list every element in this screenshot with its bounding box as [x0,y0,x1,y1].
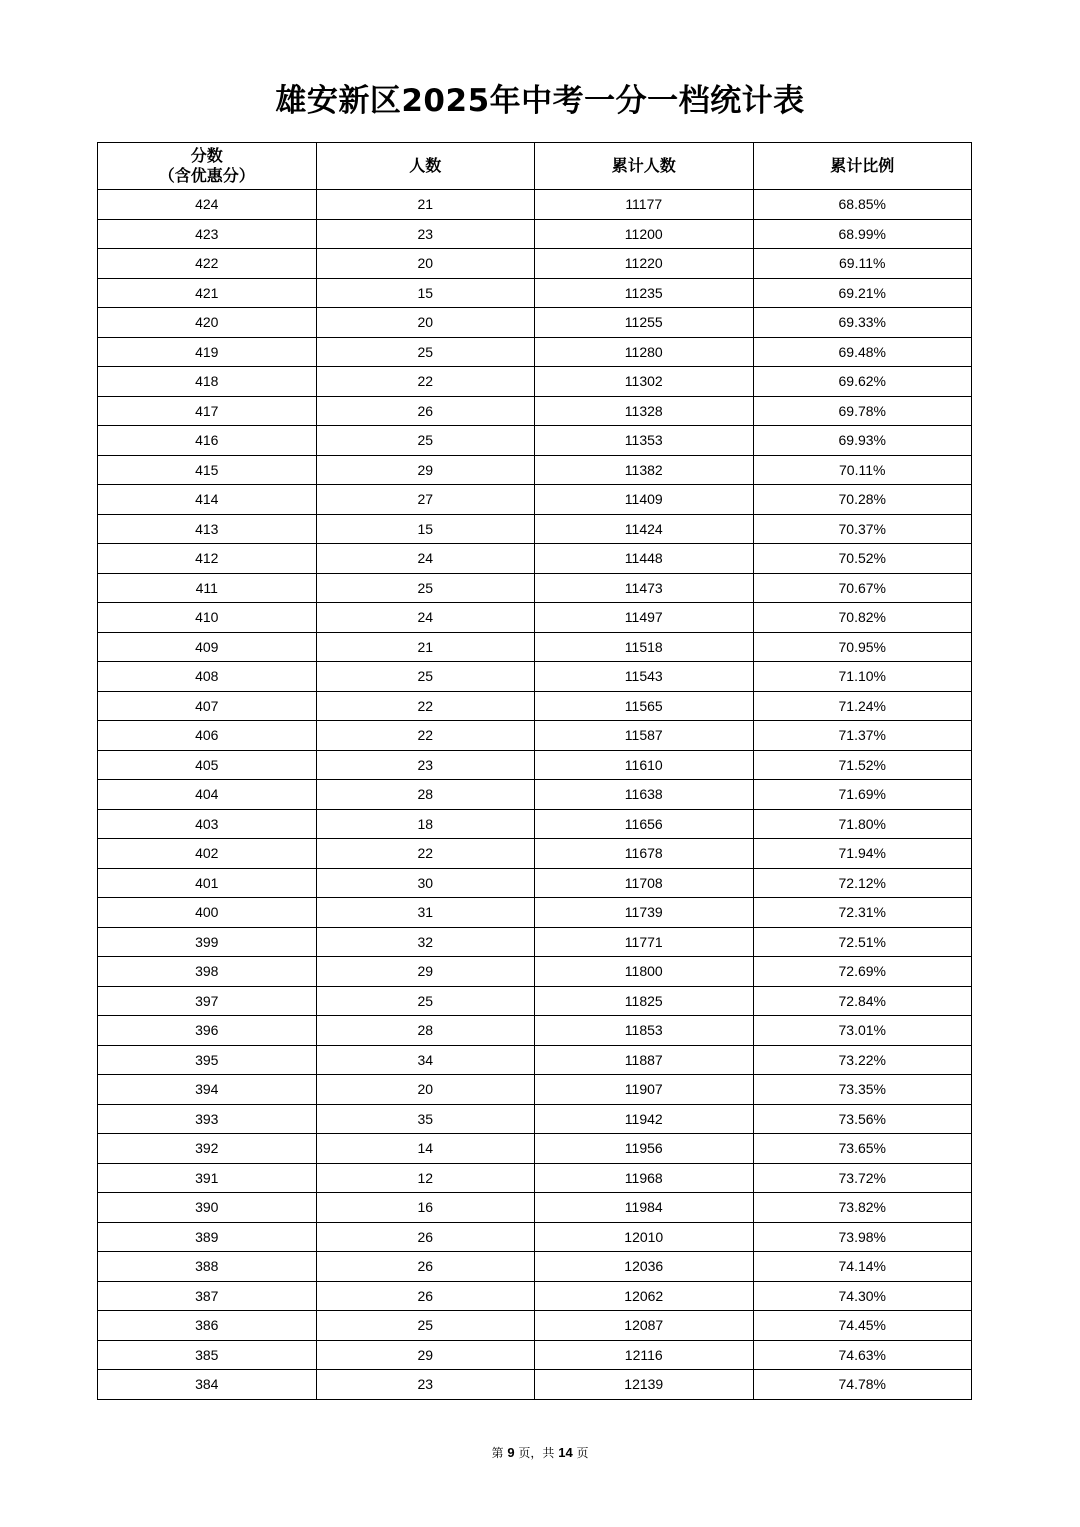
cell-cumulative-ratio: 69.33% [753,308,972,338]
header-score [98,143,317,190]
cell-count: 15 [316,278,535,308]
cell-count: 26 [316,396,535,426]
cell-cumulative-count: 11984 [535,1193,754,1223]
cell-score: 410 [98,603,317,633]
table-row [98,1104,972,1134]
table-row [98,308,972,338]
cell-count: 34 [316,1045,535,1075]
cell-cumulative-count: 12116 [535,1340,754,1370]
table-row [98,750,972,780]
cell-score: 406 [98,721,317,751]
table-row [98,898,972,928]
cell-cumulative-count: 11587 [535,721,754,751]
cell-cumulative-ratio: 72.69% [753,957,972,987]
cell-cumulative-count: 11942 [535,1104,754,1134]
cell-cumulative-count: 11678 [535,839,754,869]
cell-score: 399 [98,927,317,957]
cell-count: 22 [316,839,535,869]
cell-count: 25 [316,986,535,1016]
cell-score: 385 [98,1340,317,1370]
cell-cumulative-count: 11497 [535,603,754,633]
cell-count: 32 [316,927,535,957]
cell-cumulative-count: 12087 [535,1311,754,1341]
cell-score: 384 [98,1370,317,1400]
header-cumulative-count: 累计人数 [535,143,754,190]
cell-cumulative-count: 12062 [535,1281,754,1311]
table-row [98,337,972,367]
cell-count: 35 [316,1104,535,1134]
table-row [98,809,972,839]
cell-count: 27 [316,485,535,515]
table-row [98,190,972,220]
table-row [98,249,972,279]
footer-middle: 页，共 [518,1446,555,1460]
cell-cumulative-ratio: 73.35% [753,1075,972,1105]
cell-cumulative-count: 12139 [535,1370,754,1400]
cell-score: 424 [98,190,317,220]
cell-count: 26 [316,1252,535,1282]
table-row [98,1075,972,1105]
cell-cumulative-ratio: 70.11% [753,455,972,485]
table-row [98,544,972,574]
table-row [98,1340,972,1370]
cell-cumulative-ratio: 71.69% [753,780,972,810]
cell-count: 25 [316,573,535,603]
cell-cumulative-count: 11473 [535,573,754,603]
cell-count: 29 [316,1340,535,1370]
cell-cumulative-ratio: 68.99% [753,219,972,249]
cell-cumulative-count: 11177 [535,190,754,220]
cell-cumulative-count: 11638 [535,780,754,810]
cell-cumulative-count: 11956 [535,1134,754,1164]
cell-count: 12 [316,1163,535,1193]
cell-score: 403 [98,809,317,839]
cell-cumulative-ratio: 74.45% [753,1311,972,1341]
cell-cumulative-ratio: 70.37% [753,514,972,544]
cell-cumulative-ratio: 69.21% [753,278,972,308]
cell-count: 24 [316,603,535,633]
cell-cumulative-count: 11853 [535,1016,754,1046]
cell-count: 26 [316,1281,535,1311]
cell-count: 18 [316,809,535,839]
cell-cumulative-ratio: 73.56% [753,1104,972,1134]
cell-score: 415 [98,455,317,485]
cell-score: 402 [98,839,317,869]
cell-score: 400 [98,898,317,928]
cell-cumulative-count: 11656 [535,809,754,839]
cell-count: 24 [316,544,535,574]
cell-count: 31 [316,898,535,928]
table-row [98,1311,972,1341]
cell-score: 398 [98,957,317,987]
cell-cumulative-count: 11255 [535,308,754,338]
cell-cumulative-count: 11565 [535,691,754,721]
cell-score: 418 [98,367,317,397]
table-row [98,691,972,721]
cell-cumulative-count: 11302 [535,367,754,397]
header-score-line2: （含优惠分） [158,166,255,185]
cell-cumulative-ratio: 73.22% [753,1045,972,1075]
cell-count: 20 [316,308,535,338]
cell-count: 21 [316,190,535,220]
cell-cumulative-count: 11382 [535,455,754,485]
cell-count: 20 [316,1075,535,1105]
cell-score: 397 [98,986,317,1016]
cell-count: 20 [316,249,535,279]
cell-cumulative-count: 11771 [535,927,754,957]
cell-count: 22 [316,367,535,397]
cell-cumulative-count: 11708 [535,868,754,898]
table-row [98,662,972,692]
cell-score: 414 [98,485,317,515]
cell-cumulative-ratio: 69.11% [753,249,972,279]
cell-score: 389 [98,1222,317,1252]
cell-cumulative-ratio: 74.30% [753,1281,972,1311]
cell-score: 407 [98,691,317,721]
table-row [98,455,972,485]
cell-cumulative-count: 11220 [535,249,754,279]
table-row [98,278,972,308]
cell-count: 23 [316,219,535,249]
cell-score: 405 [98,750,317,780]
cell-count: 28 [316,780,535,810]
cell-cumulative-count: 11280 [535,337,754,367]
cell-score: 396 [98,1016,317,1046]
cell-score: 420 [98,308,317,338]
table-row [98,927,972,957]
cell-cumulative-ratio: 71.10% [753,662,972,692]
table-row [98,1222,972,1252]
table-row [98,1370,972,1400]
cell-score: 411 [98,573,317,603]
cell-cumulative-count: 11887 [535,1045,754,1075]
cell-cumulative-count: 11907 [535,1075,754,1105]
table-row [98,868,972,898]
footer-total-pages: 14 [558,1445,573,1460]
cell-cumulative-ratio: 74.63% [753,1340,972,1370]
cell-score: 422 [98,249,317,279]
cell-cumulative-ratio: 73.82% [753,1193,972,1223]
cell-score: 394 [98,1075,317,1105]
cell-score: 387 [98,1281,317,1311]
cell-cumulative-count: 12036 [535,1252,754,1282]
header-score-line1: 分数 [190,146,223,165]
cell-cumulative-ratio: 69.62% [753,367,972,397]
page-title: 雄安新区2025年中考一分一档统计表 [275,83,805,119]
cell-score: 391 [98,1163,317,1193]
cell-cumulative-ratio: 73.65% [753,1134,972,1164]
cell-count: 14 [316,1134,535,1164]
cell-count: 22 [316,691,535,721]
cell-cumulative-count: 11200 [535,219,754,249]
cell-count: 25 [316,662,535,692]
footer-suffix: 页 [576,1446,589,1460]
cell-cumulative-count: 11739 [535,898,754,928]
table-body [98,190,972,1400]
footer-page-number: 9 [507,1445,515,1460]
table-row [98,632,972,662]
cell-cumulative-ratio: 69.93% [753,426,972,456]
cell-cumulative-ratio: 73.01% [753,1016,972,1046]
cell-cumulative-count: 11825 [535,986,754,1016]
cell-count: 30 [316,868,535,898]
table-row [98,957,972,987]
table-row [98,603,972,633]
footer-prefix: 第 [491,1446,504,1460]
table-row [98,1016,972,1046]
cell-count: 23 [316,1370,535,1400]
cell-score: 408 [98,662,317,692]
cell-cumulative-count: 11543 [535,662,754,692]
cell-cumulative-ratio: 69.78% [753,396,972,426]
cell-score: 416 [98,426,317,456]
cell-cumulative-ratio: 74.78% [753,1370,972,1400]
table-row [98,1193,972,1223]
cell-cumulative-count: 11424 [535,514,754,544]
cell-score: 401 [98,868,317,898]
cell-score: 392 [98,1134,317,1164]
cell-cumulative-count: 11328 [535,396,754,426]
cell-count: 21 [316,632,535,662]
table-row [98,1281,972,1311]
table-row [98,367,972,397]
table-row [98,219,972,249]
cell-cumulative-count: 12010 [535,1222,754,1252]
cell-count: 29 [316,957,535,987]
cell-cumulative-count: 11518 [535,632,754,662]
score-distribution-table [97,142,972,1400]
table-row [98,396,972,426]
cell-cumulative-ratio: 70.67% [753,573,972,603]
cell-cumulative-count: 11353 [535,426,754,456]
header-count: 人数 [316,143,535,190]
table-row [98,780,972,810]
cell-cumulative-ratio: 70.95% [753,632,972,662]
cell-cumulative-ratio: 73.72% [753,1163,972,1193]
cell-count: 29 [316,455,535,485]
table-header [98,143,972,190]
cell-score: 412 [98,544,317,574]
cell-cumulative-ratio: 73.98% [753,1222,972,1252]
cell-count: 16 [316,1193,535,1223]
cell-cumulative-ratio: 71.52% [753,750,972,780]
cell-count: 25 [316,337,535,367]
cell-count: 15 [316,514,535,544]
cell-score: 404 [98,780,317,810]
cell-score: 419 [98,337,317,367]
table-row [98,839,972,869]
cell-score: 395 [98,1045,317,1075]
cell-count: 28 [316,1016,535,1046]
page-footer [0,1444,1080,1461]
cell-cumulative-ratio: 71.24% [753,691,972,721]
table-row [98,573,972,603]
table-row [98,1045,972,1075]
cell-cumulative-ratio: 72.31% [753,898,972,928]
cell-cumulative-count: 11800 [535,957,754,987]
cell-cumulative-ratio: 71.80% [753,809,972,839]
cell-score: 388 [98,1252,317,1282]
cell-score: 421 [98,278,317,308]
cell-score: 393 [98,1104,317,1134]
cell-cumulative-ratio: 72.84% [753,986,972,1016]
table-row [98,426,972,456]
table-row [98,1134,972,1164]
cell-score: 417 [98,396,317,426]
cell-cumulative-ratio: 72.51% [753,927,972,957]
cell-count: 22 [316,721,535,751]
table-row [98,986,972,1016]
cell-cumulative-ratio: 71.37% [753,721,972,751]
cell-count: 25 [316,426,535,456]
cell-cumulative-ratio: 70.82% [753,603,972,633]
table-row [98,485,972,515]
table-row [98,1252,972,1282]
cell-cumulative-ratio: 74.14% [753,1252,972,1282]
cell-cumulative-count: 11610 [535,750,754,780]
cell-score: 413 [98,514,317,544]
cell-score: 423 [98,219,317,249]
cell-cumulative-ratio: 71.94% [753,839,972,869]
cell-cumulative-count: 11448 [535,544,754,574]
table-row [98,1163,972,1193]
table-row [98,514,972,544]
cell-cumulative-count: 11235 [535,278,754,308]
cell-cumulative-ratio: 72.12% [753,868,972,898]
cell-count: 25 [316,1311,535,1341]
cell-cumulative-ratio: 69.48% [753,337,972,367]
cell-cumulative-count: 11968 [535,1163,754,1193]
cell-count: 23 [316,750,535,780]
cell-score: 386 [98,1311,317,1341]
cell-cumulative-count: 11409 [535,485,754,515]
cell-cumulative-ratio: 70.28% [753,485,972,515]
cell-count: 26 [316,1222,535,1252]
cell-cumulative-ratio: 70.52% [753,544,972,574]
header-cumulative-ratio: 累计比例 [753,143,972,190]
cell-score: 390 [98,1193,317,1223]
header-row [98,143,972,190]
table-row [98,721,972,751]
cell-cumulative-ratio: 68.85% [753,190,972,220]
cell-score: 409 [98,632,317,662]
